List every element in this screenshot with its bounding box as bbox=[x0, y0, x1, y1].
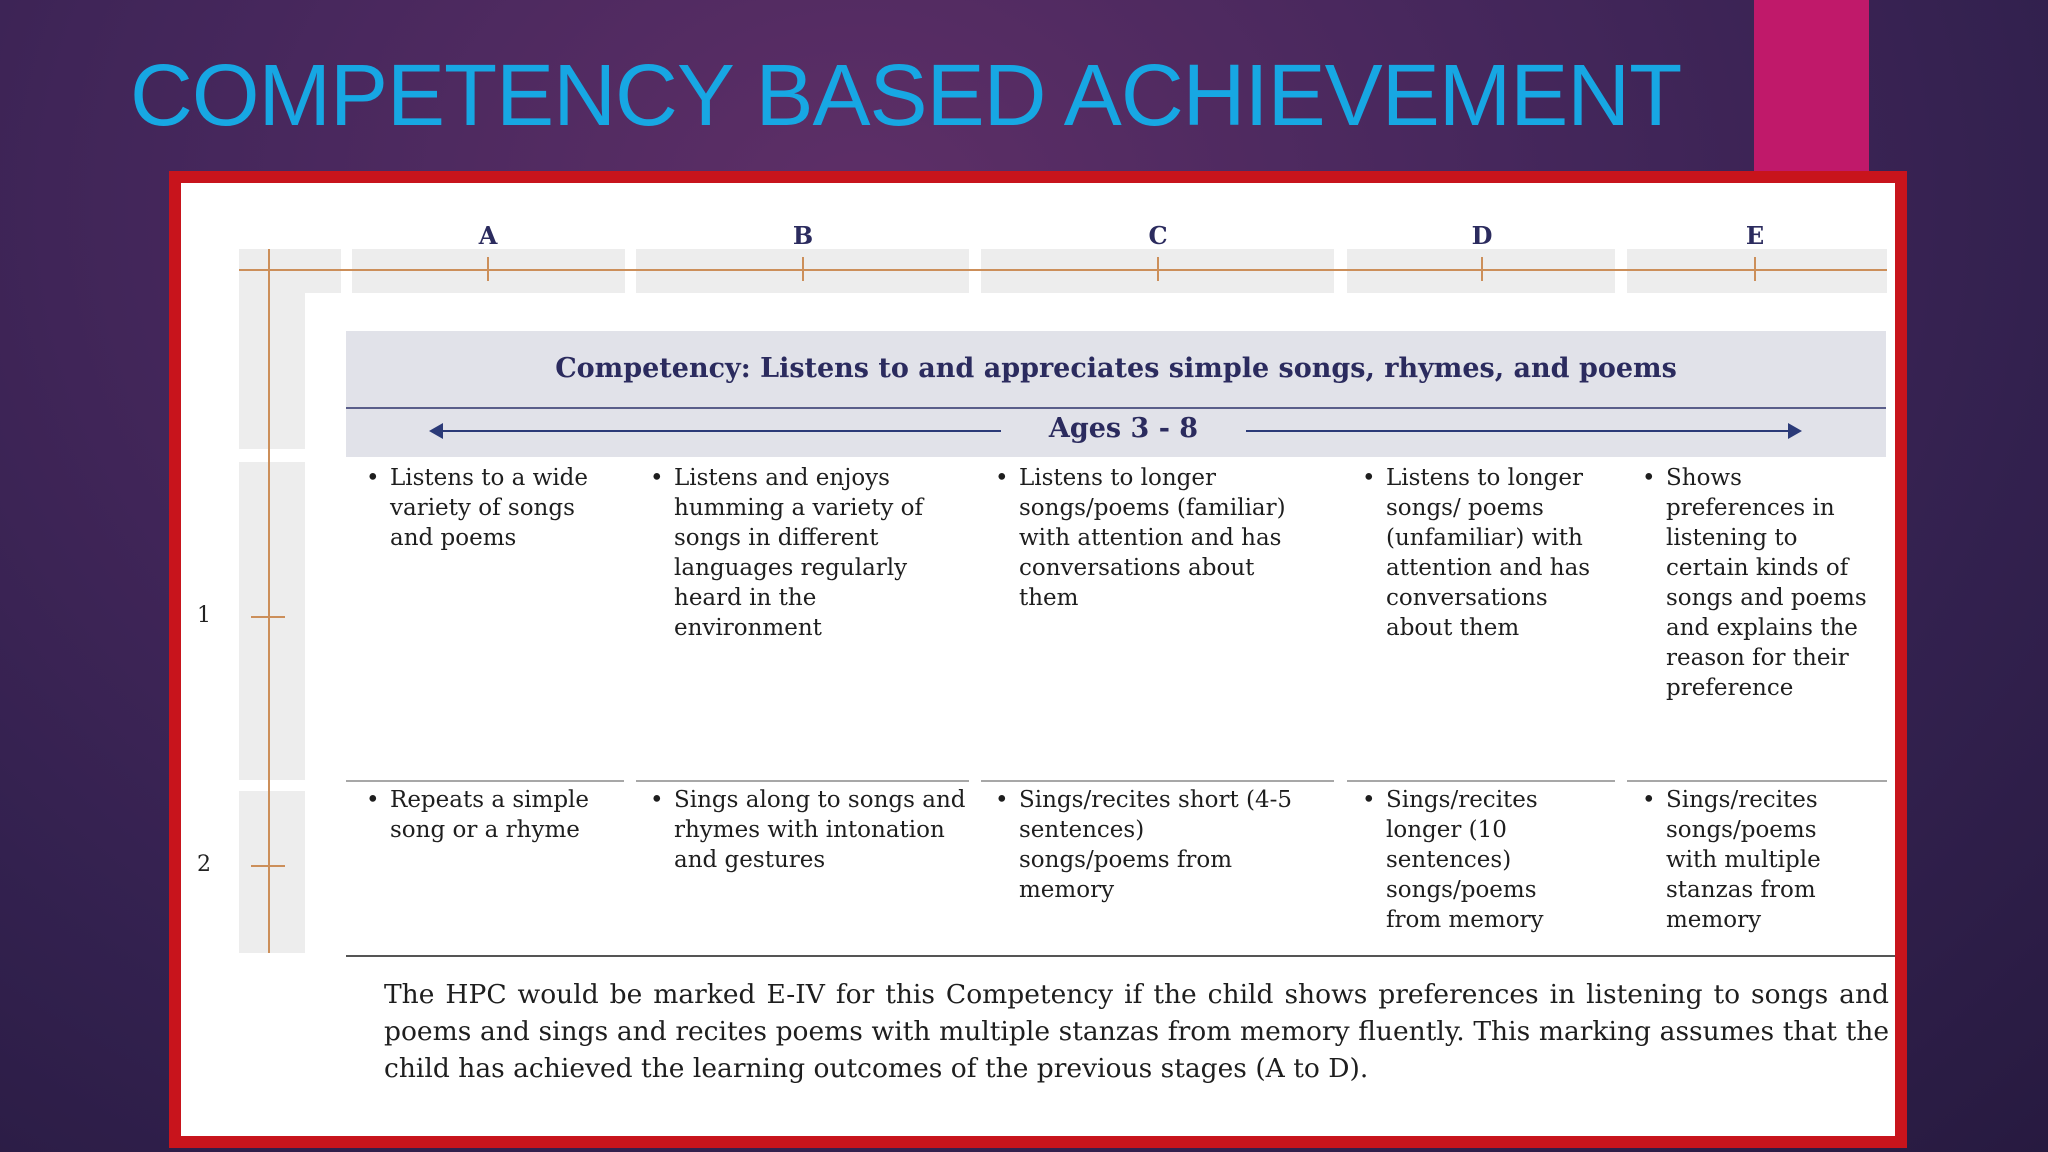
arrow-right-icon bbox=[1788, 423, 1802, 439]
row-divider bbox=[636, 780, 969, 782]
marking-note: The HPC would be marked E-IV for this Competency if the child shows preferences in listening to songs and poems and sings and recites poems with multiple stanzas from memory fluently. This marking assumes that the child has achieved the learning outcomes of the previous stages (A to D). bbox=[384, 979, 1889, 1084]
list-item: • Sings/recites short (4-5 sentences) songs/poems from memory bbox=[991, 785, 1296, 905]
row-tick bbox=[251, 616, 285, 618]
row-divider bbox=[1627, 780, 1887, 782]
column-tick bbox=[1481, 257, 1483, 281]
list-item: • Shows preferences in listening to certain kinds of songs and poems and explains the reason for their preference bbox=[1638, 463, 1874, 703]
row-header-shade bbox=[239, 249, 305, 449]
column-header-shade bbox=[1627, 249, 1887, 293]
list-item: • Sings/recites songs/poems with multiple stanzas from memory bbox=[1638, 785, 1874, 935]
row-header-shade bbox=[239, 791, 305, 953]
row-divider bbox=[1347, 780, 1615, 782]
cell-d1 bbox=[1358, 463, 1598, 643]
cell-e2 bbox=[1638, 785, 1874, 935]
cell-b1 bbox=[646, 463, 966, 643]
cell-c1 bbox=[991, 463, 1296, 613]
column-label-b: B bbox=[792, 221, 814, 250]
row-label-2: 2 bbox=[197, 852, 211, 877]
cell-e1 bbox=[1638, 463, 1874, 703]
row-axis bbox=[268, 249, 270, 953]
list-item: • Listens and enjoys humming a variety of songs in different languages regularly heard in the environment bbox=[646, 463, 966, 643]
arrow-left-icon bbox=[429, 423, 443, 439]
list-item: • Listens to a wide variety of songs and poems bbox=[362, 463, 622, 553]
cell-c2 bbox=[991, 785, 1296, 905]
column-label-c: C bbox=[1148, 221, 1168, 250]
row-header-shade bbox=[239, 462, 305, 780]
table-bottom-rule bbox=[346, 955, 1895, 957]
list-item: • Listens to longer songs/ poems (unfamiliar) with attention and has conversations about them bbox=[1358, 463, 1598, 643]
competency-divider bbox=[346, 407, 1886, 409]
slide-title: COMPETENCY BASED ACHIEVEMENT bbox=[130, 47, 1682, 144]
competency-figure bbox=[169, 171, 1907, 1148]
row-divider bbox=[981, 780, 1334, 782]
column-tick bbox=[1157, 257, 1159, 281]
column-label-a: A bbox=[478, 221, 498, 250]
list-item: • Repeats a simple song or a rhyme bbox=[362, 785, 622, 845]
column-tick bbox=[1754, 257, 1756, 281]
accent-bar bbox=[1754, 0, 1869, 180]
column-tick bbox=[487, 257, 489, 281]
cell-b2 bbox=[646, 785, 966, 875]
list-item: • Listens to longer songs/poems (familiar) with attention and has conversations about them bbox=[991, 463, 1296, 613]
column-tick bbox=[802, 257, 804, 281]
row-divider bbox=[346, 780, 624, 782]
column-label-e: E bbox=[1745, 221, 1765, 250]
cell-d2 bbox=[1358, 785, 1568, 935]
row-label-1: 1 bbox=[197, 603, 211, 628]
list-item: • Sings along to songs and rhymes with intonation and gestures bbox=[646, 785, 966, 875]
age-range-label: Ages 3 - 8 bbox=[1001, 413, 1246, 444]
column-label-d: D bbox=[1471, 221, 1493, 250]
competency-title: Competency: Listens to and appreciates simple songs, rhymes, and poems bbox=[555, 353, 1677, 384]
age-arrow-line-right bbox=[1244, 430, 1792, 432]
row-tick bbox=[251, 865, 285, 867]
list-item: • Sings/recites longer (10 sentences) songs/poems from memory bbox=[1358, 785, 1568, 935]
cell-a1 bbox=[362, 463, 622, 553]
age-arrow-line-left bbox=[437, 430, 1003, 432]
cell-a2 bbox=[362, 785, 622, 845]
